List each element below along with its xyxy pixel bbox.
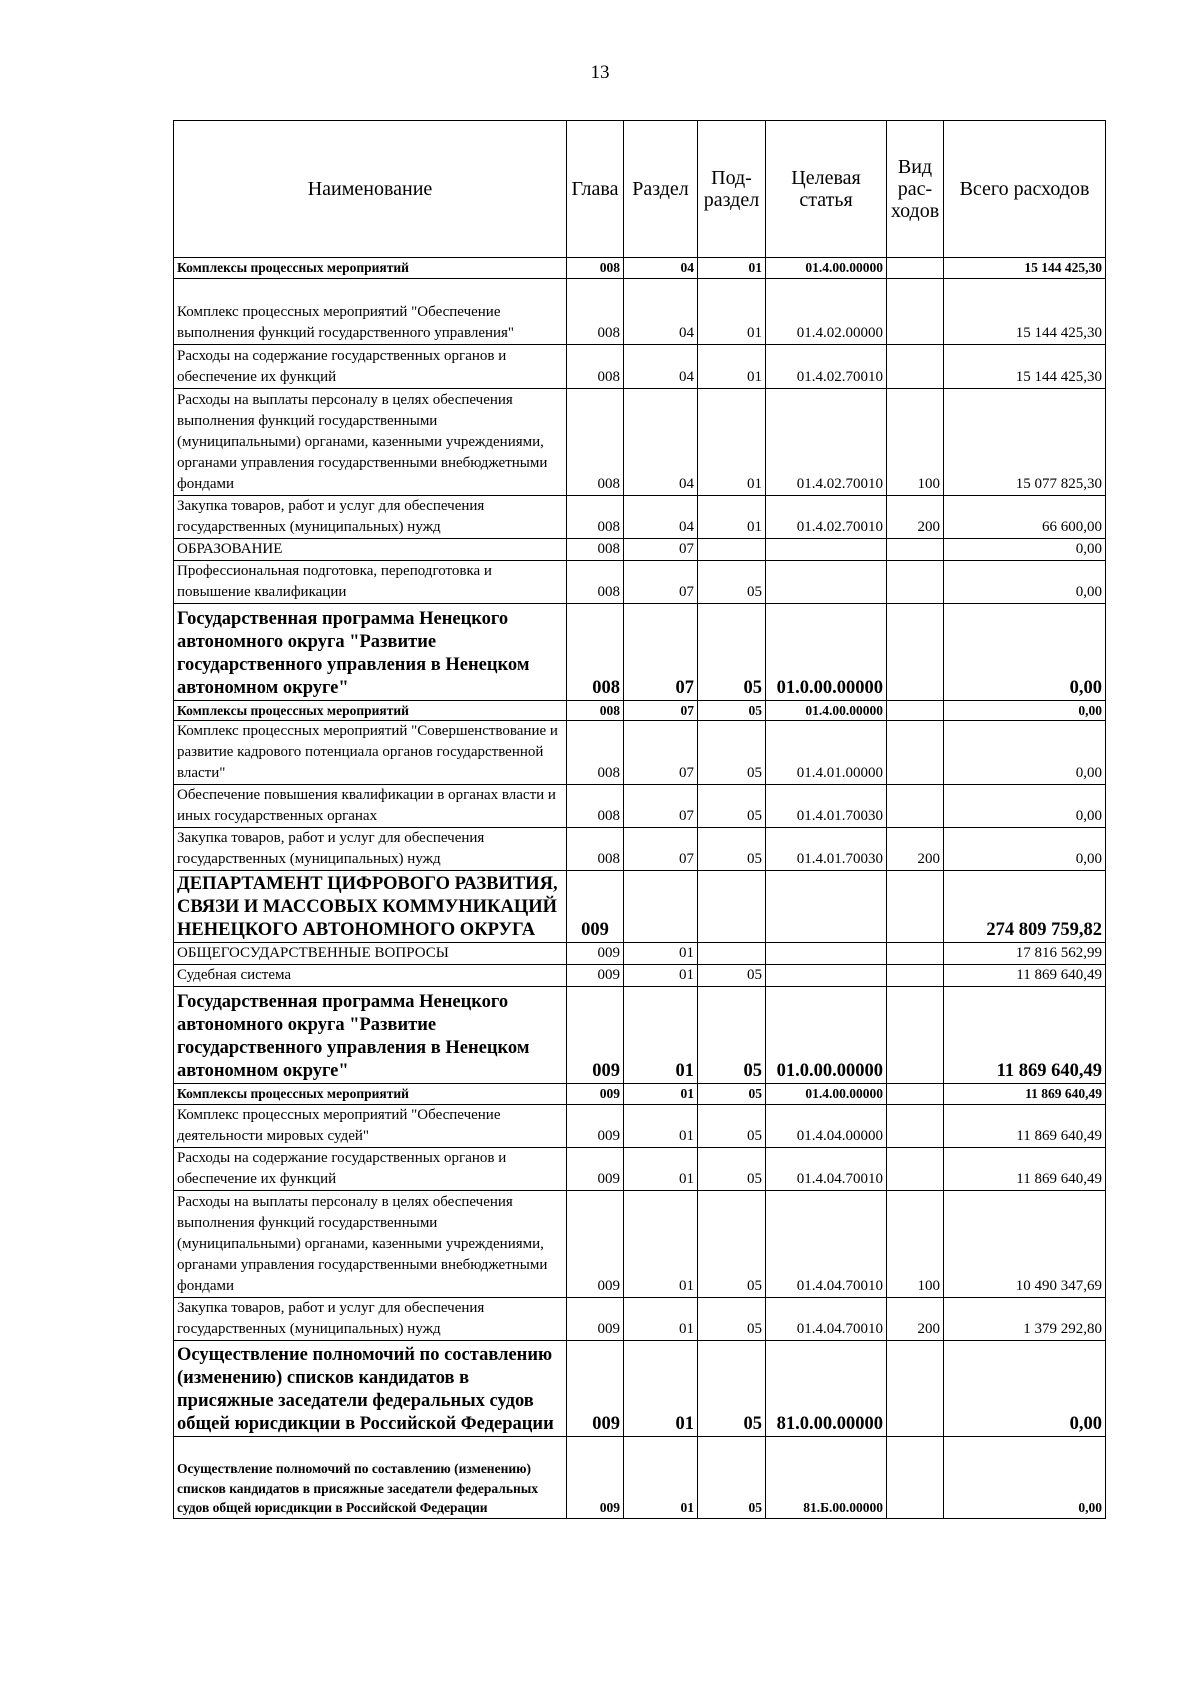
row-section: 07 [624, 538, 698, 560]
row-name: Закупка товаров, работ и услуг для обеспечения государственных (муниципальных) нужд [174, 828, 567, 871]
header-section: Раздел [624, 121, 698, 258]
table-row [174, 1297, 1106, 1340]
row-target: 01.4.00.00000 [766, 258, 887, 279]
row-chapter: 008 [567, 721, 624, 785]
header-target-article: Целевая статья [766, 121, 887, 258]
row-subsection: 05 [698, 560, 766, 603]
table-row [174, 278, 1106, 344]
row-name: Расходы на содержание государственных органов и обеспечение их функций [174, 1147, 567, 1190]
row-chapter: 008 [567, 388, 624, 495]
row-name: Комплексы процессных мероприятий [174, 700, 567, 721]
row-section: 01 [624, 1084, 698, 1105]
row-target: 01.4.00.00000 [766, 700, 887, 721]
row-section: 01 [624, 1190, 698, 1297]
row-name: ОБРАЗОВАНИЕ [174, 538, 567, 560]
row-target [766, 871, 887, 943]
row-name: Осуществление полномочий по составлению (изменению) списков кандидатов в присяжные заседатели федеральных судов общей юрисдикции в Российской Федерации [174, 1436, 567, 1518]
row-subsection: 05 [698, 965, 766, 987]
row-kind [887, 1147, 944, 1190]
row-kind [887, 965, 944, 987]
table-header-row [174, 121, 1106, 258]
row-target [766, 560, 887, 603]
row-total: 15 144 425,30 [944, 344, 1106, 388]
row-chapter: 008 [567, 700, 624, 721]
row-section: 04 [624, 278, 698, 344]
row-kind [887, 538, 944, 560]
row-total: 11 869 640,49 [944, 1084, 1106, 1105]
budget-table [173, 120, 1106, 1519]
row-target: 01.4.04.70010 [766, 1147, 887, 1190]
row-section: 04 [624, 344, 698, 388]
row-subsection: 05 [698, 1436, 766, 1518]
row-kind [887, 871, 944, 943]
row-kind [887, 785, 944, 828]
table-row [174, 785, 1106, 828]
row-name: Комплекс процессных мероприятий "Совершенствование и развитие кадрового потенциала органов государственной власти" [174, 721, 567, 785]
row-name: Обеспечение повышения квалификации в органах власти и иных государственных органах [174, 785, 567, 828]
header-expense-type: Вид рас-ходов [887, 121, 944, 258]
row-chapter: 009 [567, 1436, 624, 1518]
row-chapter: 009 [567, 1084, 624, 1105]
row-section: 01 [624, 1147, 698, 1190]
row-total: 1 379 292,80 [944, 1297, 1106, 1340]
row-subsection: 01 [698, 278, 766, 344]
row-section: 07 [624, 700, 698, 721]
row-name: Комплекс процессных мероприятий "Обеспечение выполнения функций государственного управления" [174, 278, 567, 344]
row-name: Комплексы процессных мероприятий [174, 1084, 567, 1105]
row-target: 01.4.04.70010 [766, 1190, 887, 1297]
table-row [174, 495, 1106, 538]
row-section: 01 [624, 943, 698, 965]
table-row [174, 871, 1106, 943]
row-section: 04 [624, 388, 698, 495]
row-chapter: 009 [567, 1104, 624, 1147]
row-subsection: 05 [698, 1297, 766, 1340]
row-subsection: 05 [698, 1084, 766, 1105]
row-name: ДЕПАРТАМЕНТ ЦИФРОВОГО РАЗВИТИЯ, СВЯЗИ И МАССОВЫХ КОММУНИКАЦИЙ НЕНЕЦКОГО АВТОНОМНОГО ОКРУГА [174, 871, 567, 943]
row-name: Осуществление полномочий по составлению (изменению) списков кандидатов в присяжные заседатели федеральных судов общей юрисдикции в Российской Федерации [174, 1340, 567, 1436]
row-section: 07 [624, 721, 698, 785]
row-chapter: 008 [567, 828, 624, 871]
row-subsection [698, 871, 766, 943]
row-section [624, 871, 698, 943]
row-kind [887, 560, 944, 603]
row-target: 01.4.01.00000 [766, 721, 887, 785]
row-name: Комплексы процессных мероприятий [174, 258, 567, 279]
row-chapter: 009 [567, 987, 624, 1084]
header-total: Всего расходов [944, 121, 1106, 258]
row-chapter: 009 [567, 965, 624, 987]
table-row [174, 1190, 1106, 1297]
row-chapter: 008 [567, 278, 624, 344]
row-kind [887, 987, 944, 1084]
table-row [174, 1436, 1106, 1518]
row-chapter: 008 [567, 538, 624, 560]
row-target: 01.4.02.70010 [766, 344, 887, 388]
row-target: 01.0.00.00000 [766, 603, 887, 700]
row-section: 07 [624, 828, 698, 871]
page-number: 13 [590, 62, 610, 83]
row-target: 01.4.00.00000 [766, 1084, 887, 1105]
row-name: ОБЩЕГОСУДАРСТВЕННЫЕ ВОПРОСЫ [174, 943, 567, 965]
row-chapter: 009 [567, 1147, 624, 1190]
table-row [174, 388, 1106, 495]
row-subsection: 01 [698, 388, 766, 495]
row-subsection: 01 [698, 344, 766, 388]
row-subsection: 05 [698, 1340, 766, 1436]
row-section: 04 [624, 495, 698, 538]
row-total: 0,00 [944, 1436, 1106, 1518]
row-name: Закупка товаров, работ и услуг для обеспечения государственных (муниципальных) нужд [174, 1297, 567, 1340]
row-subsection: 05 [698, 1190, 766, 1297]
table-row [174, 943, 1106, 965]
row-total: 15 077 825,30 [944, 388, 1106, 495]
row-kind [887, 943, 944, 965]
row-name: Расходы на выплаты персоналу в целях обеспечения выполнения функций государственными (муниципальными) органами, казенными учреждениями, органами управления государственными внебюджетными фондами [174, 1190, 567, 1297]
row-kind [887, 721, 944, 785]
row-name: Государственная программа Ненецкого автономного округа "Развитие государственного управления в Ненецком автономном округе" [174, 603, 567, 700]
table-row [174, 1340, 1106, 1436]
header-name: Наименование [174, 121, 567, 258]
row-target: 01.4.02.70010 [766, 388, 887, 495]
row-kind [887, 344, 944, 388]
row-target: 01.4.02.00000 [766, 278, 887, 344]
row-subsection [698, 943, 766, 965]
table-row [174, 965, 1106, 987]
row-total: 11 869 640,49 [944, 1147, 1106, 1190]
row-kind [887, 700, 944, 721]
table-row [174, 987, 1106, 1084]
row-total: 66 600,00 [944, 495, 1106, 538]
row-total: 15 144 425,30 [944, 278, 1106, 344]
row-total: 10 490 347,69 [944, 1190, 1106, 1297]
row-chapter: 009 [567, 1340, 624, 1436]
row-chapter: 008 [567, 785, 624, 828]
row-name: Государственная программа Ненецкого автономного округа "Развитие государственного управления в Ненецком автономном округе" [174, 987, 567, 1084]
row-kind [887, 1436, 944, 1518]
row-chapter: 009 [567, 943, 624, 965]
row-name: Судебная система [174, 965, 567, 987]
row-chapter: 009 [567, 1190, 624, 1297]
row-target: 01.4.01.70030 [766, 828, 887, 871]
row-section: 01 [624, 987, 698, 1084]
row-subsection: 05 [698, 721, 766, 785]
row-target [766, 943, 887, 965]
row-chapter: 009 [567, 1297, 624, 1340]
row-target: 81.0.00.00000 [766, 1340, 887, 1436]
row-total: 11 869 640,49 [944, 1104, 1106, 1147]
row-target: 81.Б.00.00000 [766, 1436, 887, 1518]
row-subsection: 05 [698, 785, 766, 828]
row-section: 01 [624, 1297, 698, 1340]
row-total: 11 869 640,49 [944, 965, 1106, 987]
row-chapter: 008 [567, 258, 624, 279]
row-subsection: 05 [698, 828, 766, 871]
header-chapter: Глава [567, 121, 624, 258]
row-chapter: 008 [567, 495, 624, 538]
row-section: 01 [624, 1104, 698, 1147]
row-section: 07 [624, 603, 698, 700]
row-section: 07 [624, 560, 698, 603]
row-target: 01.0.00.00000 [766, 987, 887, 1084]
row-total: 0,00 [944, 700, 1106, 721]
row-subsection: 05 [698, 700, 766, 721]
row-name: Закупка товаров, работ и услуг для обеспечения государственных (муниципальных) нужд [174, 495, 567, 538]
row-name: Профессиональная подготовка, переподготовка и повышение квалификации [174, 560, 567, 603]
row-total: 15 144 425,30 [944, 258, 1106, 279]
row-target [766, 965, 887, 987]
row-name: Расходы на содержание государственных органов и обеспечение их функций [174, 344, 567, 388]
row-total: 0,00 [944, 538, 1106, 560]
row-section: 04 [624, 258, 698, 279]
table-row [174, 700, 1106, 721]
row-total: 0,00 [944, 721, 1106, 785]
row-section: 01 [624, 1340, 698, 1436]
row-chapter: 008 [567, 603, 624, 700]
row-total: 274 809 759,82 [944, 871, 1106, 943]
row-subsection [698, 538, 766, 560]
row-subsection: 05 [698, 1104, 766, 1147]
row-total: 0,00 [944, 603, 1106, 700]
row-subsection: 01 [698, 495, 766, 538]
row-kind: 100 [887, 388, 944, 495]
row-section: 07 [624, 785, 698, 828]
row-section: 01 [624, 965, 698, 987]
row-kind [887, 278, 944, 344]
row-kind [887, 1340, 944, 1436]
table-row [174, 560, 1106, 603]
row-target: 01.4.04.70010 [766, 1297, 887, 1340]
row-kind [887, 603, 944, 700]
row-chapter: 008 [567, 344, 624, 388]
table-row [174, 1084, 1106, 1105]
row-kind [887, 1104, 944, 1147]
row-kind: 100 [887, 1190, 944, 1297]
row-subsection: 05 [698, 987, 766, 1084]
header-subsection: Под-раздел [698, 121, 766, 258]
row-kind: 200 [887, 495, 944, 538]
row-subsection: 01 [698, 258, 766, 279]
row-chapter: 009 [567, 871, 624, 943]
row-kind [887, 258, 944, 279]
row-name: Расходы на выплаты персоналу в целях обеспечения выполнения функций государственными (муниципальными) органами, казенными учреждениями, органами управления государственными внебюджетными фондами [174, 388, 567, 495]
table-row [174, 1104, 1106, 1147]
row-total: 0,00 [944, 560, 1106, 603]
row-section: 01 [624, 1436, 698, 1518]
row-total: 17 816 562,99 [944, 943, 1106, 965]
row-name: Комплекс процессных мероприятий "Обеспечение деятельности мировых судей" [174, 1104, 567, 1147]
row-total: 11 869 640,49 [944, 987, 1106, 1084]
row-total: 0,00 [944, 1340, 1106, 1436]
table-row [174, 721, 1106, 785]
row-target: 01.4.02.70010 [766, 495, 887, 538]
row-target [766, 538, 887, 560]
table-row [174, 828, 1106, 871]
row-target: 01.4.04.00000 [766, 1104, 887, 1147]
row-kind: 200 [887, 1297, 944, 1340]
table-row [174, 258, 1106, 279]
row-total: 0,00 [944, 828, 1106, 871]
row-target: 01.4.01.70030 [766, 785, 887, 828]
table-row [174, 538, 1106, 560]
row-kind [887, 1084, 944, 1105]
table-row [174, 1147, 1106, 1190]
table-row [174, 344, 1106, 388]
row-kind: 200 [887, 828, 944, 871]
table-row [174, 603, 1106, 700]
row-subsection: 05 [698, 1147, 766, 1190]
row-subsection: 05 [698, 603, 766, 700]
row-chapter: 008 [567, 560, 624, 603]
row-total: 0,00 [944, 785, 1106, 828]
